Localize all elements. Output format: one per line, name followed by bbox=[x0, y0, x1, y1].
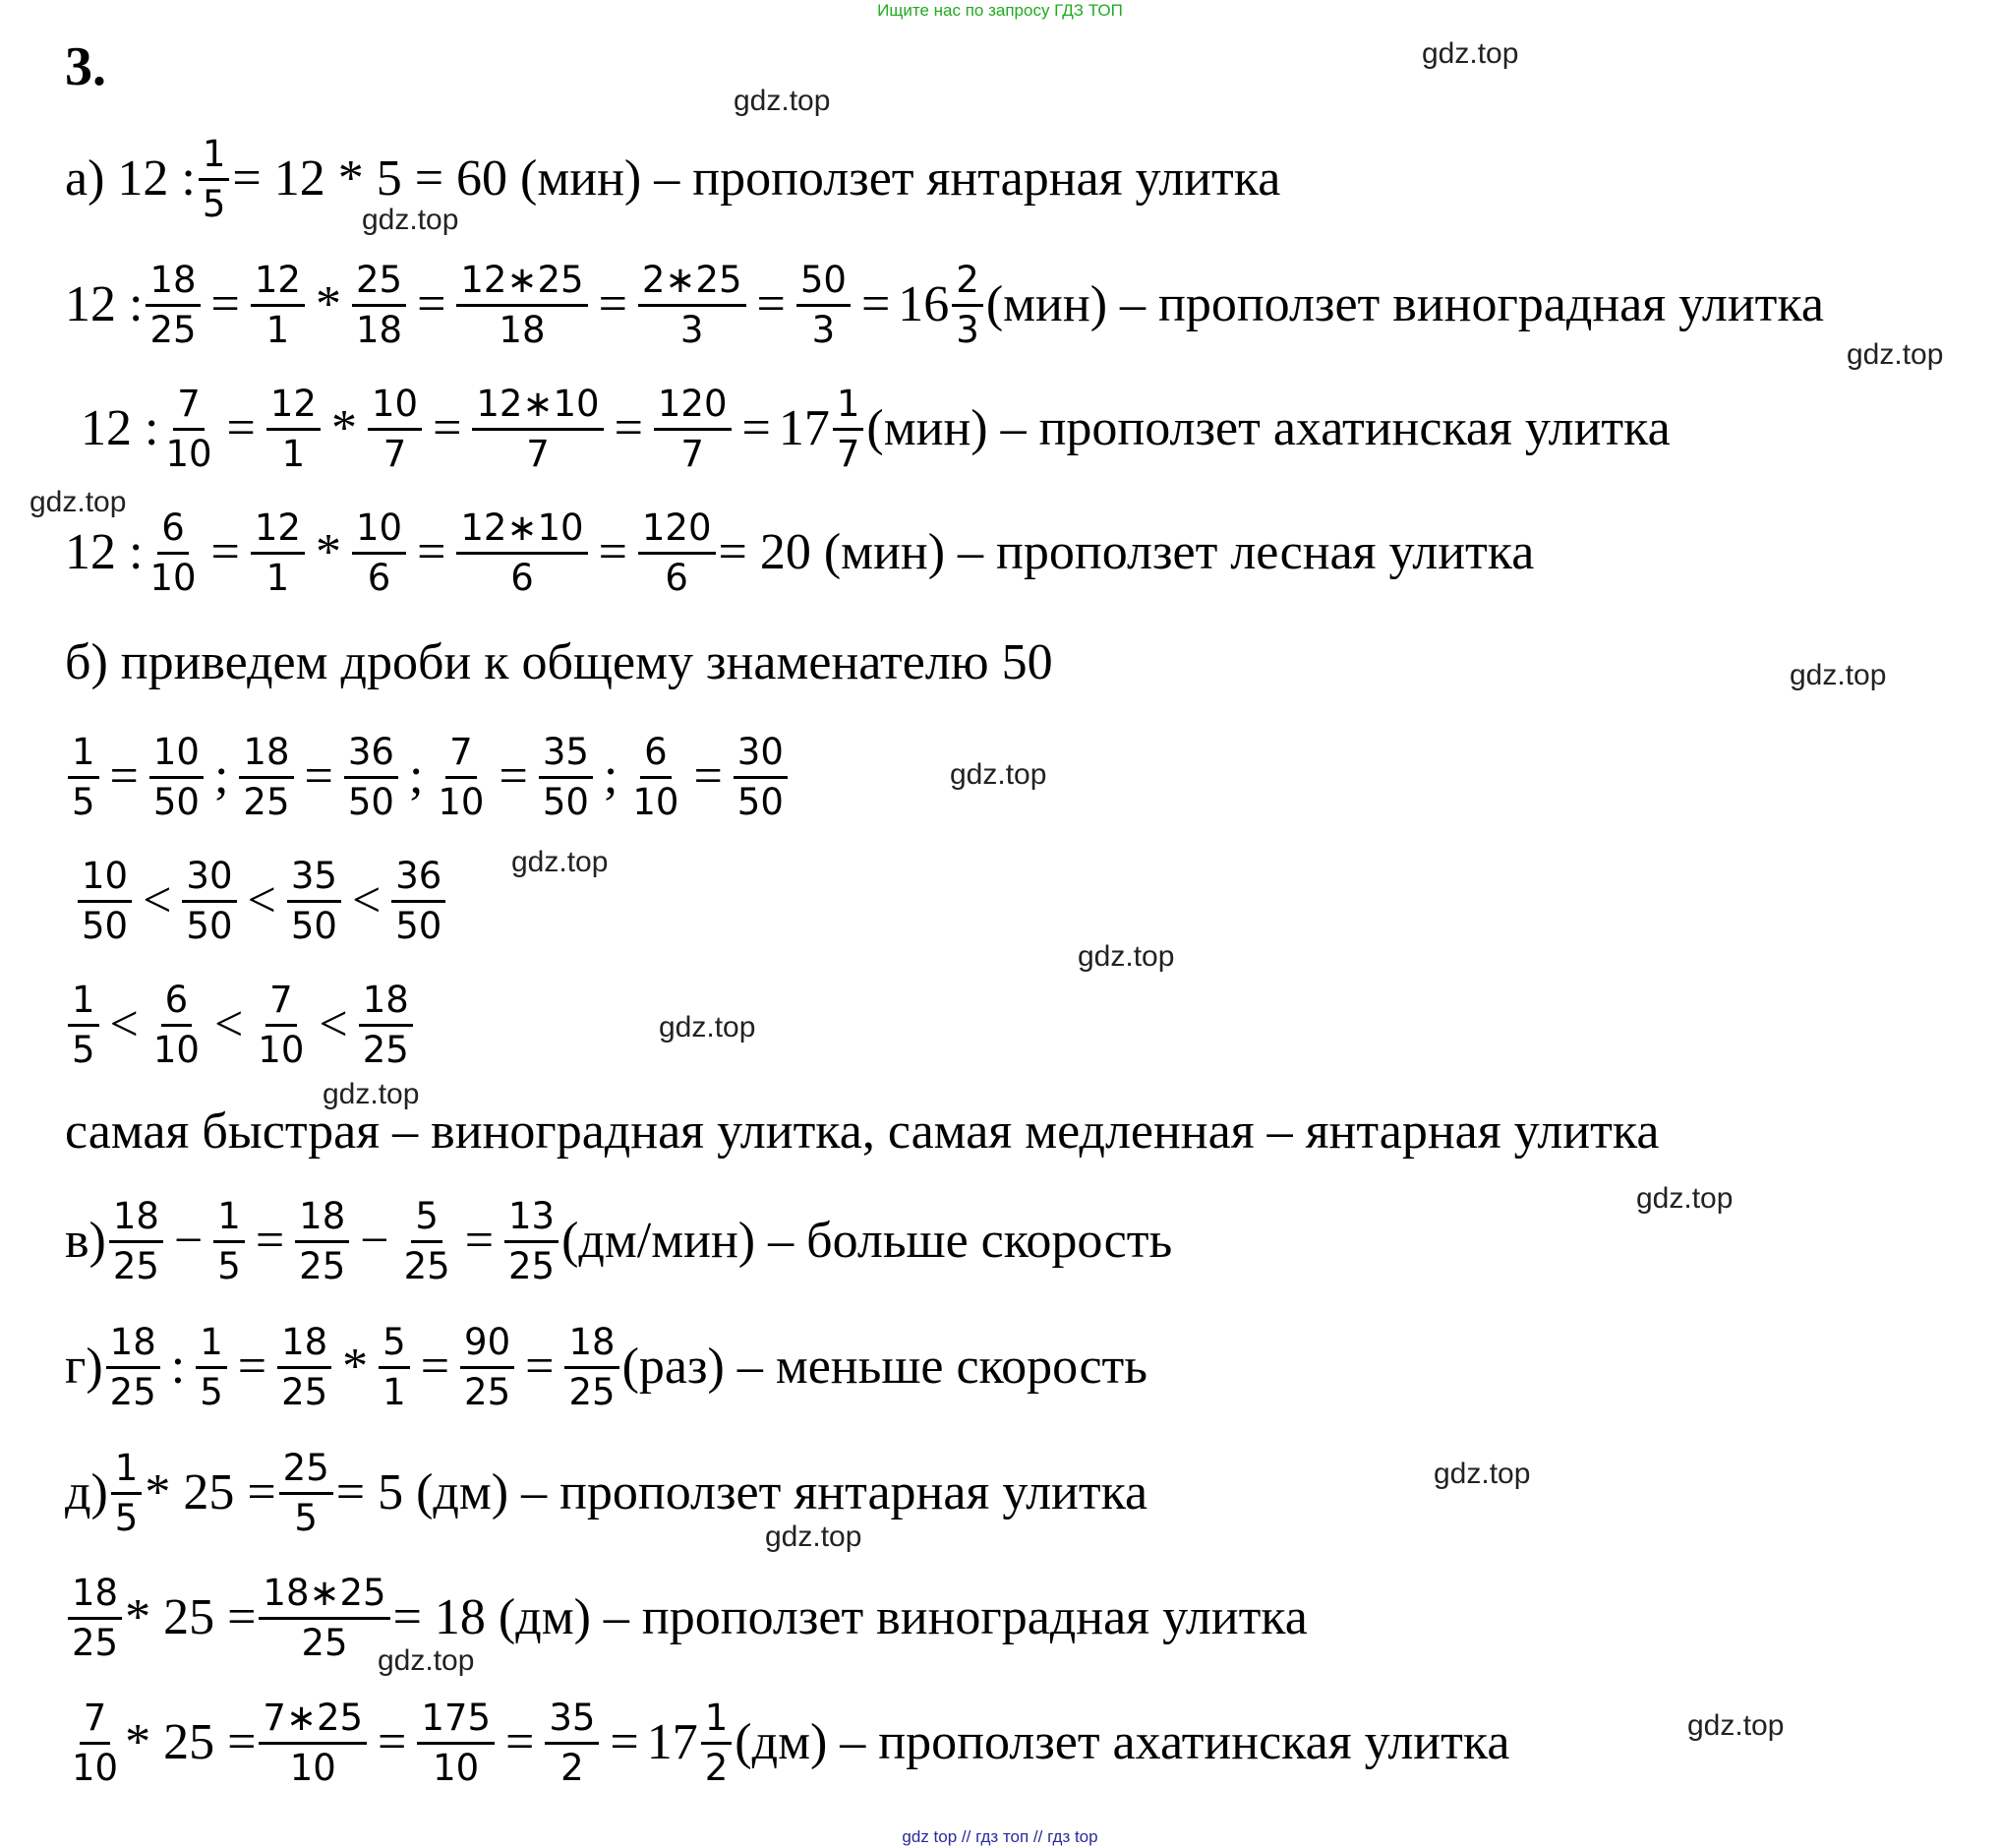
watermark: gdz.top bbox=[765, 1520, 862, 1553]
fraction: $\frac{7∗25}{10}$ bbox=[259, 1698, 367, 1788]
part-g-label: г) bbox=[65, 1339, 103, 1395]
equation-text: = 5 (дм) – проползет янтарная улитка bbox=[335, 1464, 1148, 1520]
watermark: gdz.top bbox=[1790, 659, 1887, 691]
fraction: $\frac{6}{10}$ bbox=[152, 979, 200, 1071]
part-b-conclusion bbox=[65, 1085, 1659, 1179]
fraction: $\frac{10}{6}$ bbox=[352, 507, 406, 598]
part-v-line: в) $\frac{18}{25}$ − $\frac{1}{5}$ = $\frac{18}{25}$ − $\frac{5}{25}$ = $\frac{13}{25}$ (дм/мин) – больше скорость bbox=[65, 1195, 1173, 1287]
equation-text: = 20 (мин) – проползет лесная улитка bbox=[718, 524, 1535, 580]
fraction: $\frac{18}{25}$ bbox=[359, 980, 413, 1070]
watermark: gdz.top bbox=[659, 1011, 756, 1043]
fraction: $\frac{10}{50}$ bbox=[78, 856, 132, 946]
fraction: $\frac{1}{5}$ bbox=[68, 732, 99, 822]
fraction: $\frac{18}{25}$ bbox=[277, 1322, 331, 1412]
watermark: gdz.top bbox=[378, 1644, 475, 1677]
equation-text: = 12 * 5 = 60 (мин) – проползет янтарная улитка bbox=[232, 150, 1281, 207]
fraction: $\frac{18}{25}$ bbox=[295, 1196, 349, 1286]
equation-text: (мин) – проползет ахатинская улитка bbox=[866, 400, 1671, 456]
part-a-line-2: 12 : $\frac{18}{25}$ = $\frac{12}{1}$ * $\frac{25}{18}$ = $\frac{12∗25}{18}$ = $\frac{2∗25}{3}$ = $\frac{50}{3}$ = 16 $\frac{2}{3}$ (мин) – проползет виноградная улитка bbox=[65, 259, 1824, 351]
fraction: $\frac{25}{5}$ bbox=[279, 1448, 333, 1538]
fraction: $\frac{50}{3}$ bbox=[796, 260, 851, 350]
watermark: gdz.top bbox=[1687, 1709, 1785, 1742]
fraction: $\frac{35}{50}$ bbox=[287, 856, 341, 946]
watermark: gdz.top bbox=[950, 758, 1047, 791]
fraction: $\frac{30}{50}$ bbox=[734, 732, 788, 822]
fraction: $\frac{1}{5}$ bbox=[196, 1322, 227, 1412]
equation-text: = 18 (дм) – проползет виноградная улитка bbox=[392, 1589, 1308, 1645]
watermark: gdz.top bbox=[29, 486, 127, 518]
equation-text: (мин) – проползет виноградная улитка bbox=[985, 276, 1824, 332]
part-d-line-2 bbox=[65, 1571, 1308, 1665]
part-v-label: в) bbox=[65, 1213, 106, 1269]
equation-text: * 25 = bbox=[125, 1589, 257, 1645]
fraction: $\frac{1}{5}$ bbox=[111, 1448, 143, 1538]
fraction: $\frac{13}{25}$ bbox=[504, 1196, 559, 1286]
equation-text: * 25 = bbox=[125, 1714, 257, 1770]
part-b-order: $\frac{1}{5}$ < $\frac{6}{10}$ < $\frac{7}{10}$ < $\frac{18}{25}$ bbox=[65, 978, 416, 1072]
fraction: $\frac{7}{10}$ bbox=[258, 979, 305, 1071]
mixed-number: 16 $\frac{2}{3}$ bbox=[898, 260, 986, 350]
watermark: gdz.top bbox=[1847, 338, 1944, 371]
fraction: $\frac{18}{25}$ bbox=[106, 1322, 160, 1412]
equation-text: (раз) – меньше скорость bbox=[621, 1339, 1147, 1395]
footer-links: gdz top // гдз топ // гдз top bbox=[902, 1827, 1098, 1846]
fraction: $\frac{12}{1}$ bbox=[251, 507, 305, 598]
fraction: $\frac{12}{1}$ bbox=[251, 260, 305, 350]
watermark: gdz.top bbox=[1422, 37, 1519, 70]
fraction: $\frac{7}{10}$ bbox=[72, 1697, 119, 1789]
equation-text: (дм) – проползет ахатинская улитка bbox=[735, 1714, 1510, 1770]
fraction: $\frac{35}{50}$ bbox=[539, 732, 593, 822]
fraction: $\frac{120}{7}$ bbox=[654, 384, 732, 474]
fraction: $\frac{18}{25}$ bbox=[239, 732, 293, 822]
equation-text: 12 : bbox=[65, 276, 144, 332]
part-b-conversions: $\frac{1}{5}$ = $\frac{10}{50}$ ; $\frac{18}{25}$ = $\frac{36}{50}$ ; $\frac{7}{10}$ = $\frac{35}{50}$ ; $\frac{6}{10}$ = $\frac{30}{50}$ bbox=[65, 730, 791, 824]
fraction: $\frac{90}{25}$ bbox=[460, 1322, 514, 1412]
part-b-order-50: $\frac{10}{50}$ < $\frac{30}{50}$ < $\frac{35}{50}$ < $\frac{36}{50}$ bbox=[75, 854, 448, 948]
fraction: $\frac{7}{10}$ bbox=[438, 731, 485, 823]
fraction: $\frac{25}{18}$ bbox=[352, 260, 406, 350]
fraction: $\frac{12∗25}{18}$ bbox=[456, 260, 587, 350]
part-d-label: д) bbox=[65, 1464, 108, 1520]
fraction: $\frac{18}{25}$ bbox=[109, 1196, 163, 1286]
part-d-line-3: $\frac{7}{10}$ * 25 = $\frac{7∗25}{10}$ = $\frac{175}{10}$ = $\frac{35}{2}$ = 17 $\frac{1}{2}$ (дм) – проползет ахатинская улитка bbox=[65, 1696, 1509, 1790]
fraction: $\frac{12∗10}{7}$ bbox=[472, 384, 603, 474]
watermark: gdz.top bbox=[362, 204, 459, 236]
watermark: gdz.top bbox=[511, 846, 609, 878]
part-a-label: а) 12 : bbox=[65, 150, 196, 207]
fraction: $\frac{5}{25}$ bbox=[403, 1195, 450, 1287]
watermark: gdz.top bbox=[1434, 1458, 1531, 1490]
conclusion-text: самая быстрая – виноградная улитка, самая медленная – янтарная улитка bbox=[65, 1103, 1660, 1160]
fraction: $\frac{36}{50}$ bbox=[344, 732, 398, 822]
fraction: $\frac{1}{5}$ bbox=[213, 1196, 245, 1286]
equation-text: * 25 = bbox=[145, 1464, 276, 1520]
fraction: $\frac{7}{10}$ bbox=[165, 383, 212, 475]
watermark: gdz.top bbox=[1078, 940, 1175, 973]
watermark: gdz.top bbox=[1636, 1182, 1734, 1215]
fraction: $\frac{18}{25}$ bbox=[564, 1322, 618, 1412]
fraction: $\frac{18}{25}$ bbox=[146, 260, 200, 350]
part-d-line-1 bbox=[65, 1446, 1147, 1540]
part-b-text: б) приведем дроби к общему знаменателю 50 bbox=[65, 634, 1053, 690]
fraction: $\frac{12}{1}$ bbox=[266, 384, 321, 474]
fraction: $\frac{10}{50}$ bbox=[149, 732, 204, 822]
fraction: $\frac{6}{10}$ bbox=[632, 731, 679, 823]
fraction: $\frac{18}{25}$ bbox=[68, 1573, 122, 1663]
fraction: $\frac{6}{10}$ bbox=[149, 507, 197, 599]
fraction: $\frac{175}{10}$ bbox=[417, 1698, 495, 1788]
part-b-intro bbox=[65, 616, 1053, 710]
watermark: gdz.top bbox=[734, 85, 831, 117]
equation-text: (дм/мин) – больше скорость bbox=[561, 1213, 1173, 1269]
fraction: $\frac{30}{50}$ bbox=[182, 856, 236, 946]
mixed-number: 17 $\frac{1}{2}$ bbox=[647, 1698, 735, 1788]
fraction: $\frac{120}{6}$ bbox=[638, 507, 716, 598]
part-a-line-3: 12 : $\frac{7}{10}$ = $\frac{12}{1}$ * $\frac{10}{7}$ = $\frac{12∗10}{7}$ = $\frac{120}{7}$ = 17 $\frac{1}{7}$ (мин) – проползет ахатинская улитка bbox=[81, 383, 1671, 475]
fraction: $\frac{35}{2}$ bbox=[545, 1698, 599, 1788]
part-g-line: г) $\frac{18}{25}$ : $\frac{1}{5}$ = $\frac{18}{25}$ * $\frac{5}{1}$ = $\frac{90}{25}$ = $\frac{18}{25}$ (раз) – меньше скорость bbox=[65, 1321, 1147, 1413]
fraction: $\frac{2∗25}{3}$ bbox=[638, 260, 746, 350]
mixed-number: 17 $\frac{1}{7}$ bbox=[779, 384, 867, 474]
task-number: 3. bbox=[65, 36, 106, 97]
part-a-line-1 bbox=[65, 132, 1280, 226]
watermark: gdz.top bbox=[323, 1078, 420, 1110]
fraction: $\frac{1}{5}$ bbox=[199, 134, 230, 224]
equation-text: 12 : bbox=[65, 524, 144, 580]
fraction: $\frac{18∗25}{25}$ bbox=[259, 1573, 389, 1663]
fraction: $\frac{36}{50}$ bbox=[391, 856, 445, 946]
top-banner: Ищите нас по запросу ГДЗ ТОП bbox=[877, 1, 1123, 20]
fraction: $\frac{12∗10}{6}$ bbox=[456, 507, 587, 598]
fraction: $\frac{5}{1}$ bbox=[379, 1322, 410, 1412]
part-a-line-4: 12 : $\frac{6}{10}$ = $\frac{12}{1}$ * $\frac{10}{6}$ = $\frac{12∗10}{6}$ = $\frac{120}{6}$ = 20 (мин) – проползет лесная улитка bbox=[65, 507, 1535, 599]
equation-text: 12 : bbox=[81, 400, 159, 456]
fraction: $\frac{1}{5}$ bbox=[68, 980, 99, 1070]
fraction: $\frac{10}{7}$ bbox=[368, 384, 422, 474]
